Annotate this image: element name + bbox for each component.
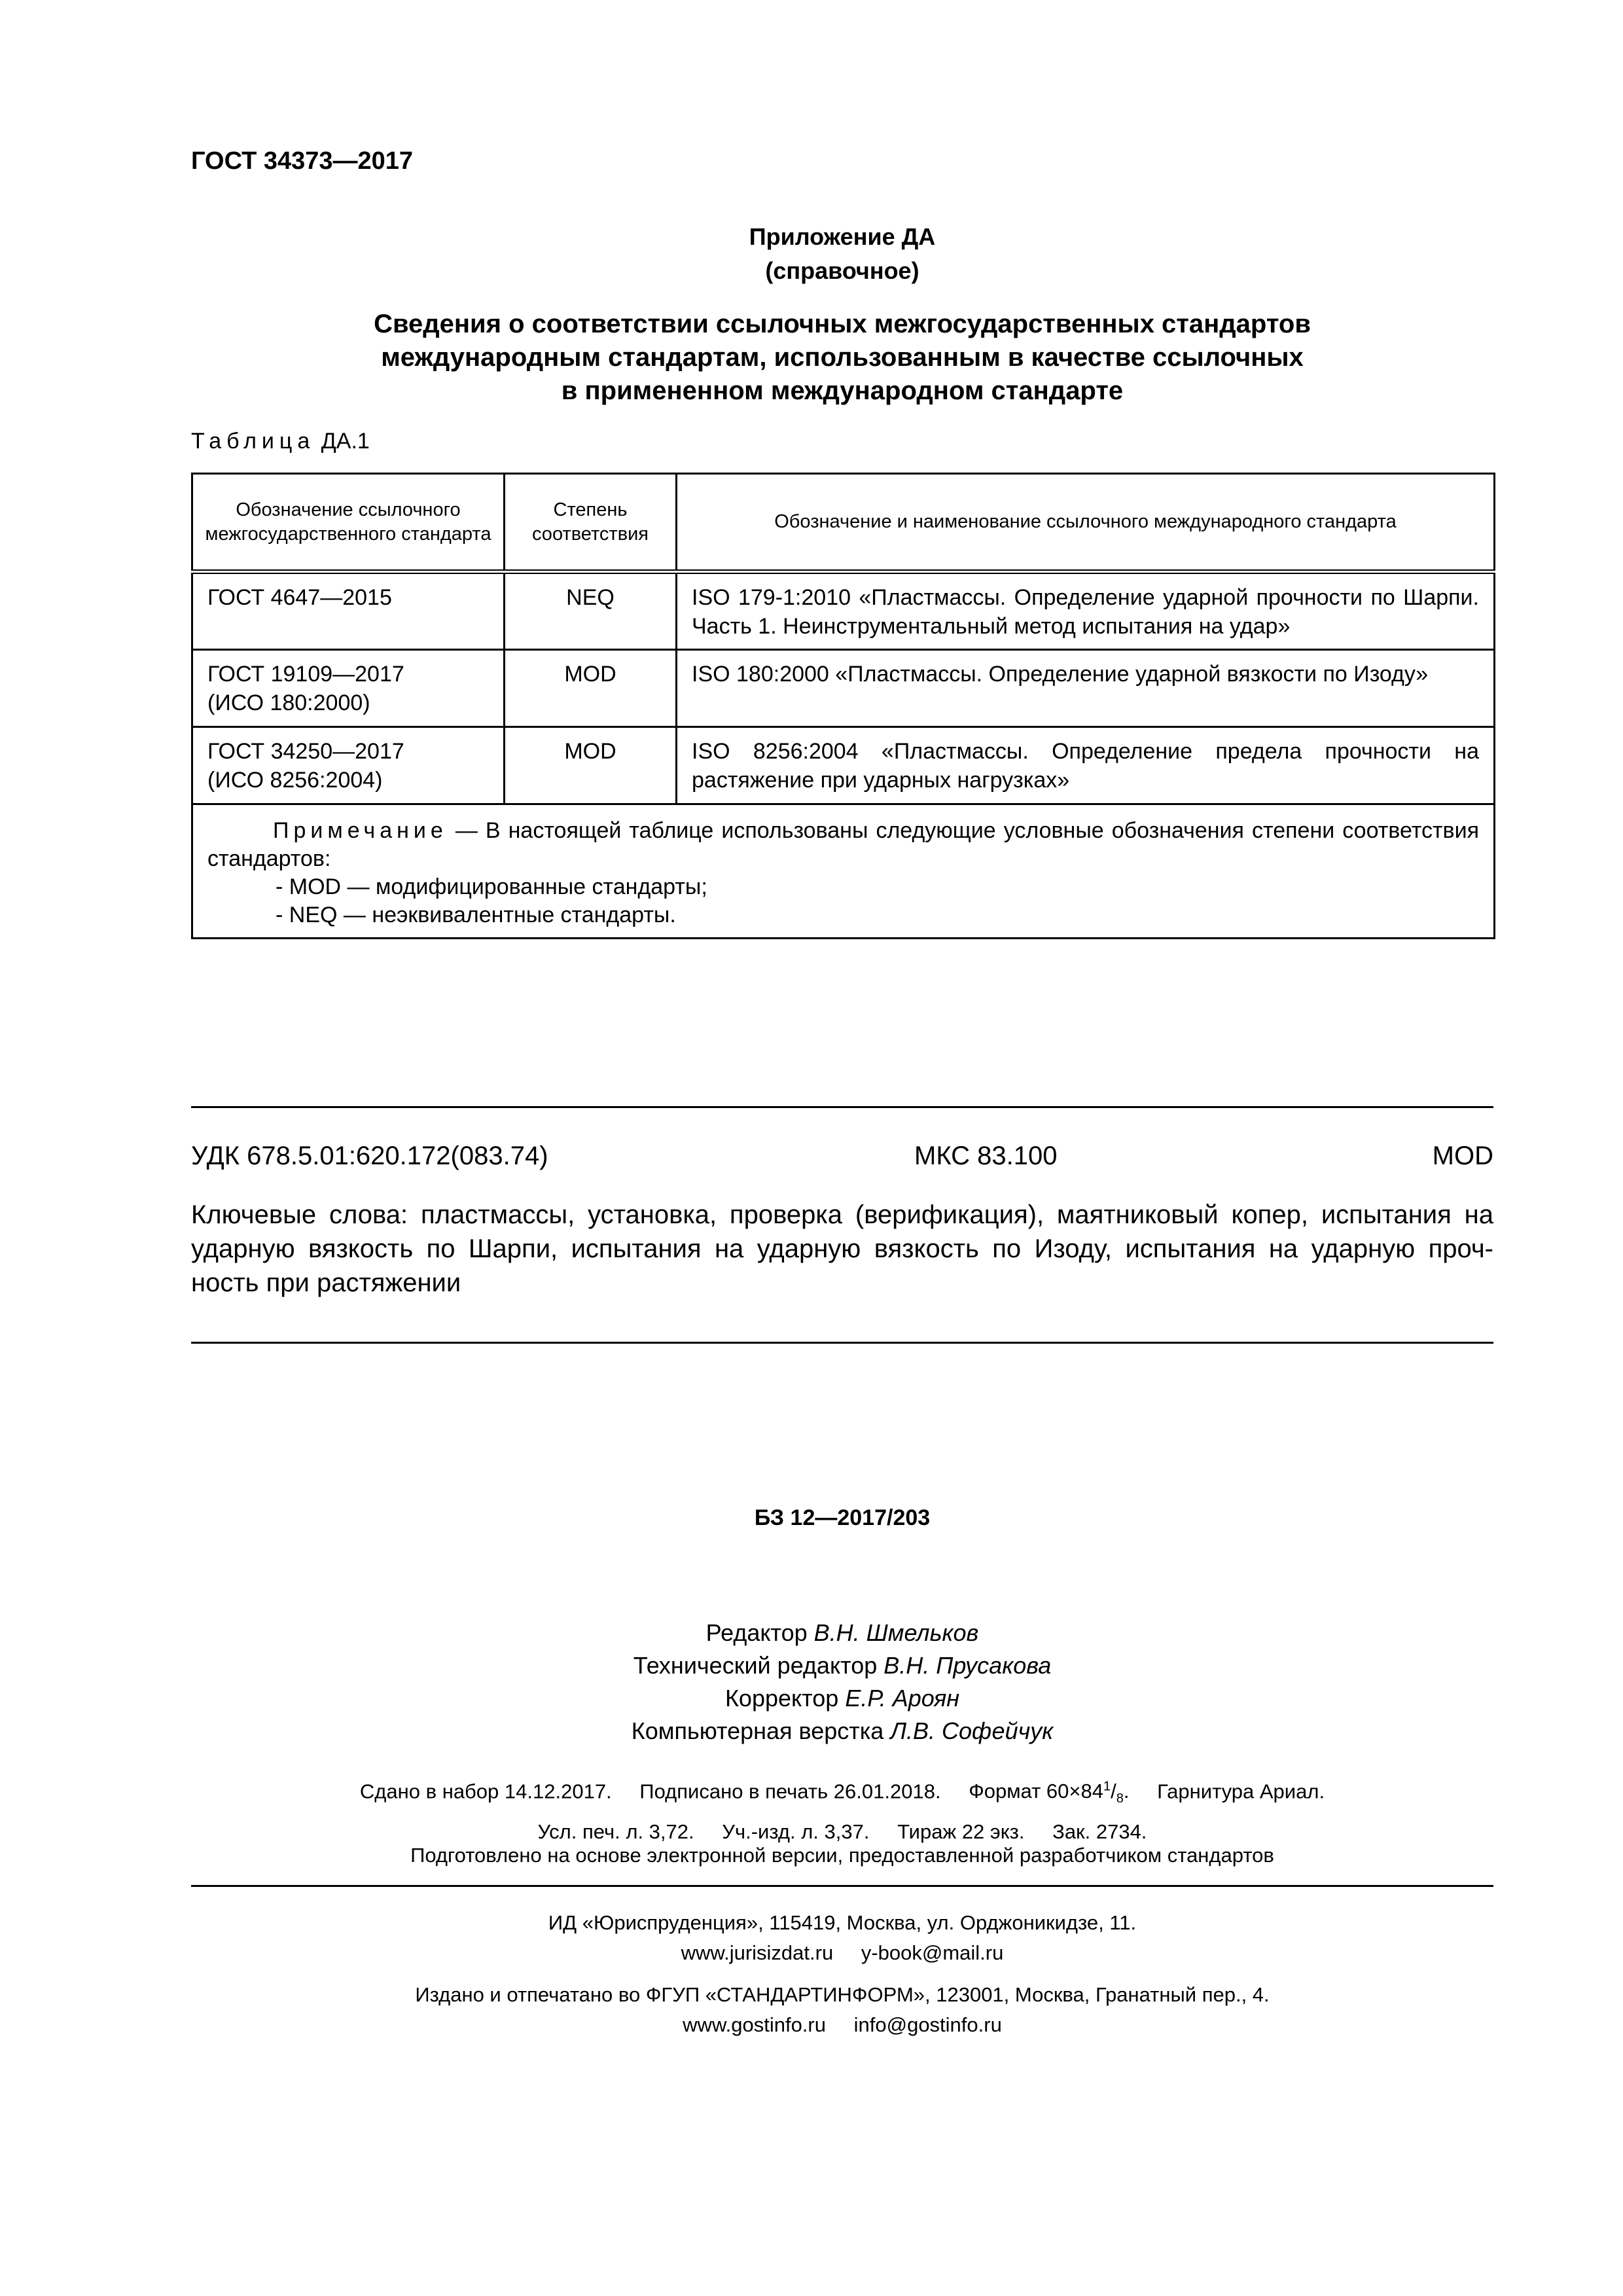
table-row	[192, 572, 1495, 650]
document-code: ГОСТ 34373—2017	[191, 147, 414, 175]
table-row	[192, 727, 1495, 804]
publisher-info: ИД «Юриспруденция», 115419, Москва, ул. Орджоникидзе, 11. www.jurisizdat.ru y-book@mail.ru	[548, 1911, 1137, 1964]
keywords	[191, 1198, 1493, 1300]
heading-line: в примененном международном стандарте	[561, 376, 1124, 405]
mod-code: MOD	[1432, 1141, 1493, 1170]
table-note-row	[192, 804, 1495, 939]
udk-code: УДК 678.5.01:620.172(083.74)	[191, 1141, 548, 1170]
credit-line: Редактор В.Н. Шмельков	[705, 1619, 979, 1646]
intl-standard-cell: ISO 8256:2004 «Пластмассы. Определение предела прочности на растяжение при ударных нагрузках»	[677, 727, 1495, 804]
table-label-word: Таблица	[191, 429, 315, 454]
degree-cell: MOD	[505, 727, 677, 804]
standard-cell: ГОСТ 4647—2015	[192, 572, 505, 650]
column-header: Обозначение ссылочного межгосударственного стандарта	[192, 474, 505, 572]
standard-cell: ГОСТ 34250—2017 (ИСО 8256:2004)	[192, 727, 505, 804]
table-header-row	[192, 474, 1495, 572]
bz-number: БЗ 12—2017/203	[754, 1505, 931, 1530]
degree-cell: NEQ	[505, 572, 677, 650]
printer-info: Издано и отпечатано во ФГУП «СТАНДАРТИНФОРМ», 123001, Москва, Гранатный пер., 4. www.gostinfo.ru info@gostinfo.ru	[415, 1983, 1270, 2036]
publication-info: Сдано в набор 14.12.2017. Подписано в печать 26.01.2018. Формат $60\times 84^1/_8$. Гарнитура Ариал. Усл. печ. л. 3,72. Уч.-изд. л. 3,37. Тираж 22 экз. Зак. 2734.	[359, 1780, 1325, 1843]
mks-code: МКС 83.100	[914, 1141, 1058, 1170]
reference-standards-table	[191, 473, 1495, 939]
degree-cell: MOD	[505, 650, 677, 727]
divider	[191, 1342, 1493, 1344]
table-label	[191, 429, 370, 454]
standard-cell: ГОСТ 19109—2017 (ИСО 180:2000)	[192, 650, 505, 727]
printer-email-link[interactable]: info@gostinfo.ru	[853, 2013, 1002, 2036]
publisher-site-link[interactable]: www.jurisizdat.ru	[681, 1941, 834, 1964]
prepared-note: Подготовлено на основе электронной версии, предоставленной разработчиком стандартов	[410, 1844, 1274, 1867]
appendix-title: Приложение ДА	[749, 223, 936, 250]
divider	[191, 1885, 1493, 1887]
note-item: - MOD — модифицированные стандарты;	[276, 874, 707, 899]
table-note	[192, 804, 1495, 939]
credit-line: Корректор Е.Р. Ароян	[724, 1685, 960, 1712]
note-label: Примечание	[273, 818, 448, 843]
credits	[191, 1617, 1493, 1748]
printer-site-link[interactable]: www.gostinfo.ru	[683, 2013, 826, 2036]
note-text: — В настоящей таблице использованы следующие условные обозначения степени соответствия стандартов:	[207, 818, 1479, 871]
keywords-line: Ключевые слова: пластмассы, установка, проверка (верификация), маятниковый копер, испытания на	[191, 1200, 1493, 1229]
keywords-line: ударную вязкость по Шарпи, испытания на ударную вязкость по Изоду, испытания на ударную проч-	[191, 1234, 1493, 1263]
column-header: Обозначение и наименование ссылочного международного стандарта	[677, 474, 1495, 572]
table-row	[192, 650, 1495, 727]
column-header: Степень соответствия	[505, 474, 677, 572]
heading-line: международным стандартам, использованным в качестве ссылочных	[381, 343, 1304, 372]
intl-standard-cell: ISO 179-1:2010 «Пластмассы. Определение ударной прочности по Шарпи. Часть 1. Неинструментальный метод испытания на удар»	[677, 572, 1495, 650]
table-label-number: ДА.1	[321, 429, 370, 454]
appendix-heading	[191, 308, 1493, 408]
publisher-email-link[interactable]: y-book@mail.ru	[861, 1941, 1004, 1964]
intl-standard-cell: ISO 180:2000 «Пластмассы. Определение ударной вязкости по Изоду»	[677, 650, 1495, 727]
divider	[191, 1106, 1493, 1108]
credit-line: Компьютерная верстка Л.В. Софейчук	[631, 1717, 1054, 1744]
note-item: - NEQ — неэквивалентные стандарты.	[276, 903, 676, 927]
heading-line: Сведения о соответствии ссылочных межгосударственных стандартов	[374, 310, 1311, 338]
credit-line: Технический редактор В.Н. Прусакова	[633, 1652, 1052, 1679]
keywords-line: ность при растяжении	[191, 1268, 461, 1297]
appendix-type: (справочное)	[765, 257, 919, 284]
